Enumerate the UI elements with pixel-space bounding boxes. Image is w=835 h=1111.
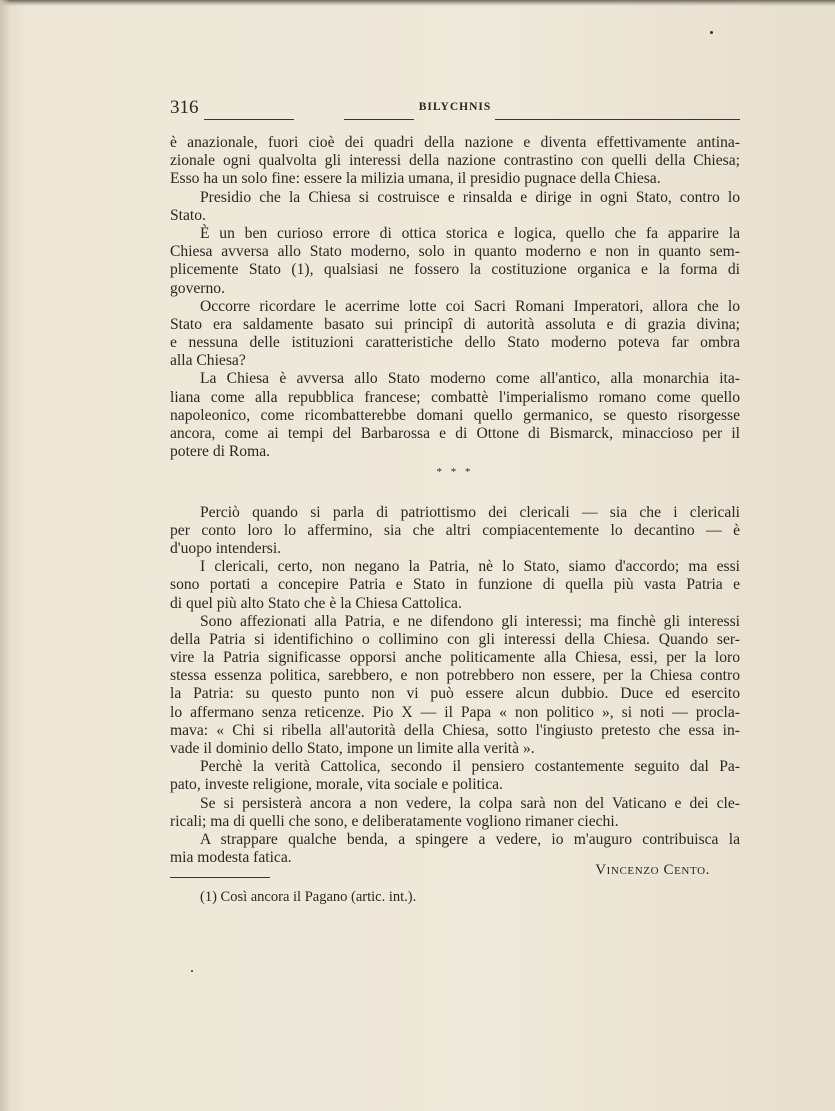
text-line: alla Chiesa? <box>170 352 246 370</box>
text-line: la Patria: su questo punto non vi può essere alcun dubbio. Duce ed esercito <box>170 685 740 703</box>
text-line: plicemente Stato (1), qualsiasi ne fossero la costituzione organica e la forma di <box>170 261 740 279</box>
text-line: di quel più alto Stato che è la Chiesa Cattolica. <box>170 594 462 612</box>
text-line: governo. <box>170 279 225 297</box>
text-line: Perciò quando si parla di patriottismo dei clericali — sia che i clericali <box>200 503 740 521</box>
text-line: zionale ogni qualvolta gli interessi della nazione contrastino con quelli della Chiesa; <box>170 152 740 170</box>
paper-speck <box>710 31 713 34</box>
text-line: stessa essenza politica, sarebbero, e non potrebbero non essere, per la Chiesa contro <box>170 667 740 685</box>
text-line: mava: « Chi si ribella all'autorità della Chiesa, sotto l'ingiusto pretesto che essa in- <box>170 721 740 739</box>
page-left-edge <box>0 0 10 1111</box>
text-line: I clericali, certo, non negano la Patria, nè lo Stato, siamo d'accordo; ma essi <box>200 558 740 576</box>
text-line: È un ben curioso errore di ottica storica e logica, quello che fa apparire la <box>200 224 740 242</box>
text-line: Perchè la verità Cattolica, secondo il pensiero costantemente seguito dal Pa- <box>200 758 740 776</box>
page-number: 316 <box>170 97 199 118</box>
text-line: Presidio che la Chiesa si costruisce e rinsalda e dirige in ogni Stato, contro lo <box>200 188 740 206</box>
text-line: Esso ha un solo fine: essere la milizia umana, il presidio pugnace della Chiesa. <box>170 170 661 188</box>
text-line: lo affermano senza reticenze. Pio X — il Papa « non politico », si noti — procla- <box>170 703 740 721</box>
running-head: BILYCHNIS <box>418 101 492 113</box>
footnote-rule <box>170 877 270 878</box>
paper-speck <box>191 970 193 972</box>
article-body <box>170 134 740 867</box>
text-line: mia modesta fatica. <box>170 849 292 867</box>
text-line: è anazionale, fuori cioè dei quadri della nazione e diventa effettivamente antina- <box>170 134 740 151</box>
text-line: pato, investe religione, morale, vita sociale e politica. <box>170 776 503 794</box>
text-line: Sono affezionati alla Patria, e ne difendono gli interessi; ma finchè gli interessi <box>200 612 740 630</box>
text-line: liana come alla repubblica francese; combattè l'imperialismo romano come quello <box>170 388 740 406</box>
text-line: potere di Roma. <box>170 443 271 461</box>
text-line: ancora, come ai tempi del Barbarossa e di Ottone di Bismarck, minaccioso per il <box>170 425 740 442</box>
text-line: ricali; ma di quelli che sono, e deliberatamente vogliono rimaner ciechi. <box>170 812 619 830</box>
header-rule <box>344 119 414 120</box>
text-line: Chiesa avversa allo Stato moderno, solo in quanto moderno e non in quanto sem- <box>170 243 740 261</box>
page-top-edge <box>0 0 835 6</box>
section-break: * * * <box>436 466 474 479</box>
text-line: e nessuna delle istituzioni caratteristiche dello Stato moderno poteva far ombra <box>170 334 740 352</box>
text-line: Se si persisterà ancora a non vedere, la colpa sarà non del Vaticano e dei cle- <box>200 794 740 812</box>
text-line: vire la Patria significasse opporsi anche politicamente alla Chiesa, essi, per la loro <box>170 649 740 667</box>
text-line: La Chiesa è avversa allo Stato moderno come all'antico, alla monarchia ita- <box>200 370 740 388</box>
text-line: A strappare qualche benda, a spingere a vedere, io m'auguro contribuisca la <box>200 830 740 848</box>
text-line: sono portati a concepire Patria e Stato in funzione di quella più vasta Patria e <box>170 576 740 594</box>
footnote: (1) Così ancora il Pagano (artic. int.). <box>200 889 417 905</box>
text-line: napoleonico, come ricombatterebbe domani quello germanico, se questo risorgesse <box>170 406 740 424</box>
text-line: della Patria si identifichino o collimino con gli interessi della Chiesa. Quando ser- <box>170 630 740 648</box>
text-line: vade il dominio dello Stato, impone un limite alla verità ». <box>170 740 535 757</box>
text-line: d'uopo intendersi. <box>170 539 282 557</box>
header-rule <box>495 119 740 120</box>
header-rule <box>204 119 294 120</box>
page-header <box>170 97 740 123</box>
text-line: per conto loro lo affermino, sia che altri compiacentemente lo decantino — è <box>170 521 740 539</box>
author-signature: Vincenzo Cento. <box>595 862 710 878</box>
text-line: Stato. <box>170 206 206 224</box>
text-line: Stato era saldamente basato sui principî di autorità assoluta e di grazia divina; <box>170 315 740 333</box>
text-line: Occorre ricordare le acerrime lotte coi Sacri Romani Imperatori, allora che lo <box>200 297 740 315</box>
